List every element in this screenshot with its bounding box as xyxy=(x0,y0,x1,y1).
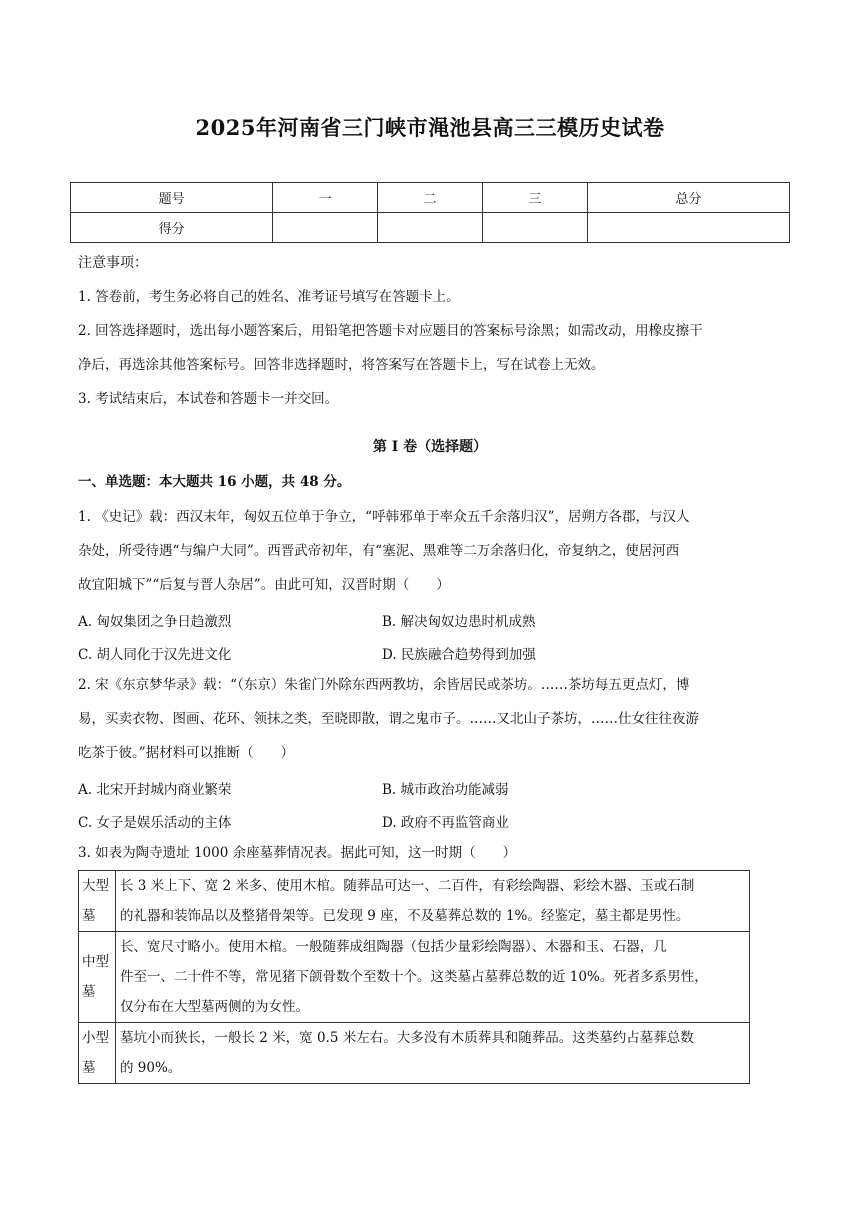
score-cell xyxy=(273,213,378,243)
note-line: 净后，再选涂其他答案标号。回答非选择题时，将答案写在答题卡上，写在试卷上无效。 xyxy=(78,357,605,373)
score-table-score-row xyxy=(71,213,790,243)
question-line: 杂处，所受待遇“与编户大同”。西晋武帝初年，有“塞泥、黑难等二万余落归化，帝复纳之，使居河西 xyxy=(78,543,680,559)
note-line: 1. 答卷前，考生务必将自己的姓名、准考证号填写在答题卡上。 xyxy=(78,289,460,305)
notes-list xyxy=(78,280,778,416)
question-2 xyxy=(78,668,778,770)
score-table xyxy=(70,182,790,243)
tomb-type-text: 墓 xyxy=(82,984,96,1000)
question-line: 2. 宋《东京梦华录》载：“（东京）朱雀门外除东西两教坊，余皆居民或茶坊。……茶坊每五更点灯，博 xyxy=(78,677,690,693)
notes-heading: 注意事项： xyxy=(78,255,148,271)
question-line: 吃茶于彼。”据材料可以推断（ ） xyxy=(78,745,295,761)
question-1 xyxy=(78,500,778,602)
tomb-row-large xyxy=(79,871,750,932)
q1-option-c: C. 胡人同化于汉先进文化 xyxy=(78,647,232,663)
q2-option-b: B. 城市政治功能减弱 xyxy=(382,782,509,798)
tomb-type-text: 中型 xyxy=(82,954,109,970)
score-cell xyxy=(482,213,587,243)
tomb-desc-line: 的礼器和装饰品以及整猪骨架等。已发现 9 座，不及墓葬总数的 1%。经鉴定，墓主都是男性。 xyxy=(120,908,690,924)
exam-title: 2025年河南省三门峡市渑池县高三三模历史试卷 xyxy=(195,115,665,140)
q2-option-a: A. 北宋开封城内商业繁荣 xyxy=(78,782,232,798)
tomb-type-text: 墓 xyxy=(82,1060,96,1076)
tomb-desc-line: 仅分布在大型墓两侧的为女性。 xyxy=(120,999,309,1015)
question-line: 3. 如表为陶寺遗址 1000 余座墓葬情况表。据此可知，这一时期（ ） xyxy=(78,845,517,861)
tomb-type-text: 大型 xyxy=(82,878,109,894)
tomb-desc-line: 的 90%。 xyxy=(120,1060,182,1076)
note-line: 2. 回答选择题时，选出每小题答案后，用铅笔把答题卡对应题目的答案标号涂黑；如需改动，用橡皮擦干 xyxy=(78,323,703,339)
tomb-desc-cell xyxy=(116,932,750,1023)
q1-option-d: D. 民族融合趋势得到加强 xyxy=(382,647,536,663)
section-title: 第 I 卷（选择题） xyxy=(372,439,488,455)
score-table-header-row xyxy=(71,183,790,213)
q2-option-c: C. 女子是娱乐活动的主体 xyxy=(78,815,232,831)
tomb-table xyxy=(78,870,750,1084)
score-header-cell: 二 xyxy=(378,183,483,213)
tomb-desc-line: 墓坑小而狭长，一般长 2 米，宽 0.5 米左右。大多没有木质葬具和随葬品。这类墓约占墓葬总数 xyxy=(120,1030,694,1046)
tomb-type-text: 墓 xyxy=(82,908,96,924)
q1-option-a: A. 匈奴集团之争日趋激烈 xyxy=(78,614,232,630)
tomb-desc-line: 长、宽尺寸略小。使用木棺。一般随葬成组陶器（包括少量彩绘陶器）、木器和玉、石器，几 xyxy=(120,939,667,955)
tomb-type-text: 小型 xyxy=(82,1030,109,1046)
q1-option-b: B. 解决匈奴边患时机成熟 xyxy=(382,614,536,630)
tomb-row-small xyxy=(79,1023,750,1084)
score-cell xyxy=(587,213,789,243)
tomb-desc-cell xyxy=(116,1023,750,1084)
score-header-cell: 一 xyxy=(273,183,378,213)
tomb-type-cell xyxy=(79,932,116,1023)
score-header-cell: 题号 xyxy=(71,183,273,213)
question-3 xyxy=(78,836,778,870)
question-line: 易，买卖衣物、图画、花环、领抹之类，至晓即散，谓之鬼市子。……又北山子茶坊，……仕女往往夜游 xyxy=(78,711,699,727)
part-heading: 一、单选题：本大题共 16 小题，共 48 分。 xyxy=(78,474,351,490)
tomb-desc-line: 长 3 米上下、宽 2 米多、使用木棺。随葬品可达一、二百件，有彩绘陶器、彩绘木器、玉或石制 xyxy=(120,878,695,894)
tomb-desc-line: 件至一、二十件不等，常见猪下颌骨数个至数十个。这类墓占墓葬总数的近 10%。死者多系男性， xyxy=(120,969,708,985)
score-row-label: 得分 xyxy=(71,213,273,243)
score-cell xyxy=(378,213,483,243)
tomb-row-medium xyxy=(79,932,750,1023)
question-line: 故宜阳城下”“后复与晋人杂居”。由此可知，汉晋时期（ ） xyxy=(78,577,450,593)
score-header-cell: 总分 xyxy=(587,183,789,213)
note-line: 3. 考试结束后，本试卷和答题卡一并交回。 xyxy=(78,391,339,407)
score-header-cell: 三 xyxy=(482,183,587,213)
q2-option-d: D. 政府不再监管商业 xyxy=(382,815,509,831)
tomb-type-cell xyxy=(79,871,116,932)
question-line: 1. 《史记》载：西汉末年，匈奴五位单于争立，“呼韩邪单于率众五千余落归汉”，居朔方各郡，与汉人 xyxy=(78,509,690,525)
tomb-desc-cell xyxy=(116,871,750,932)
tomb-type-cell xyxy=(79,1023,116,1084)
